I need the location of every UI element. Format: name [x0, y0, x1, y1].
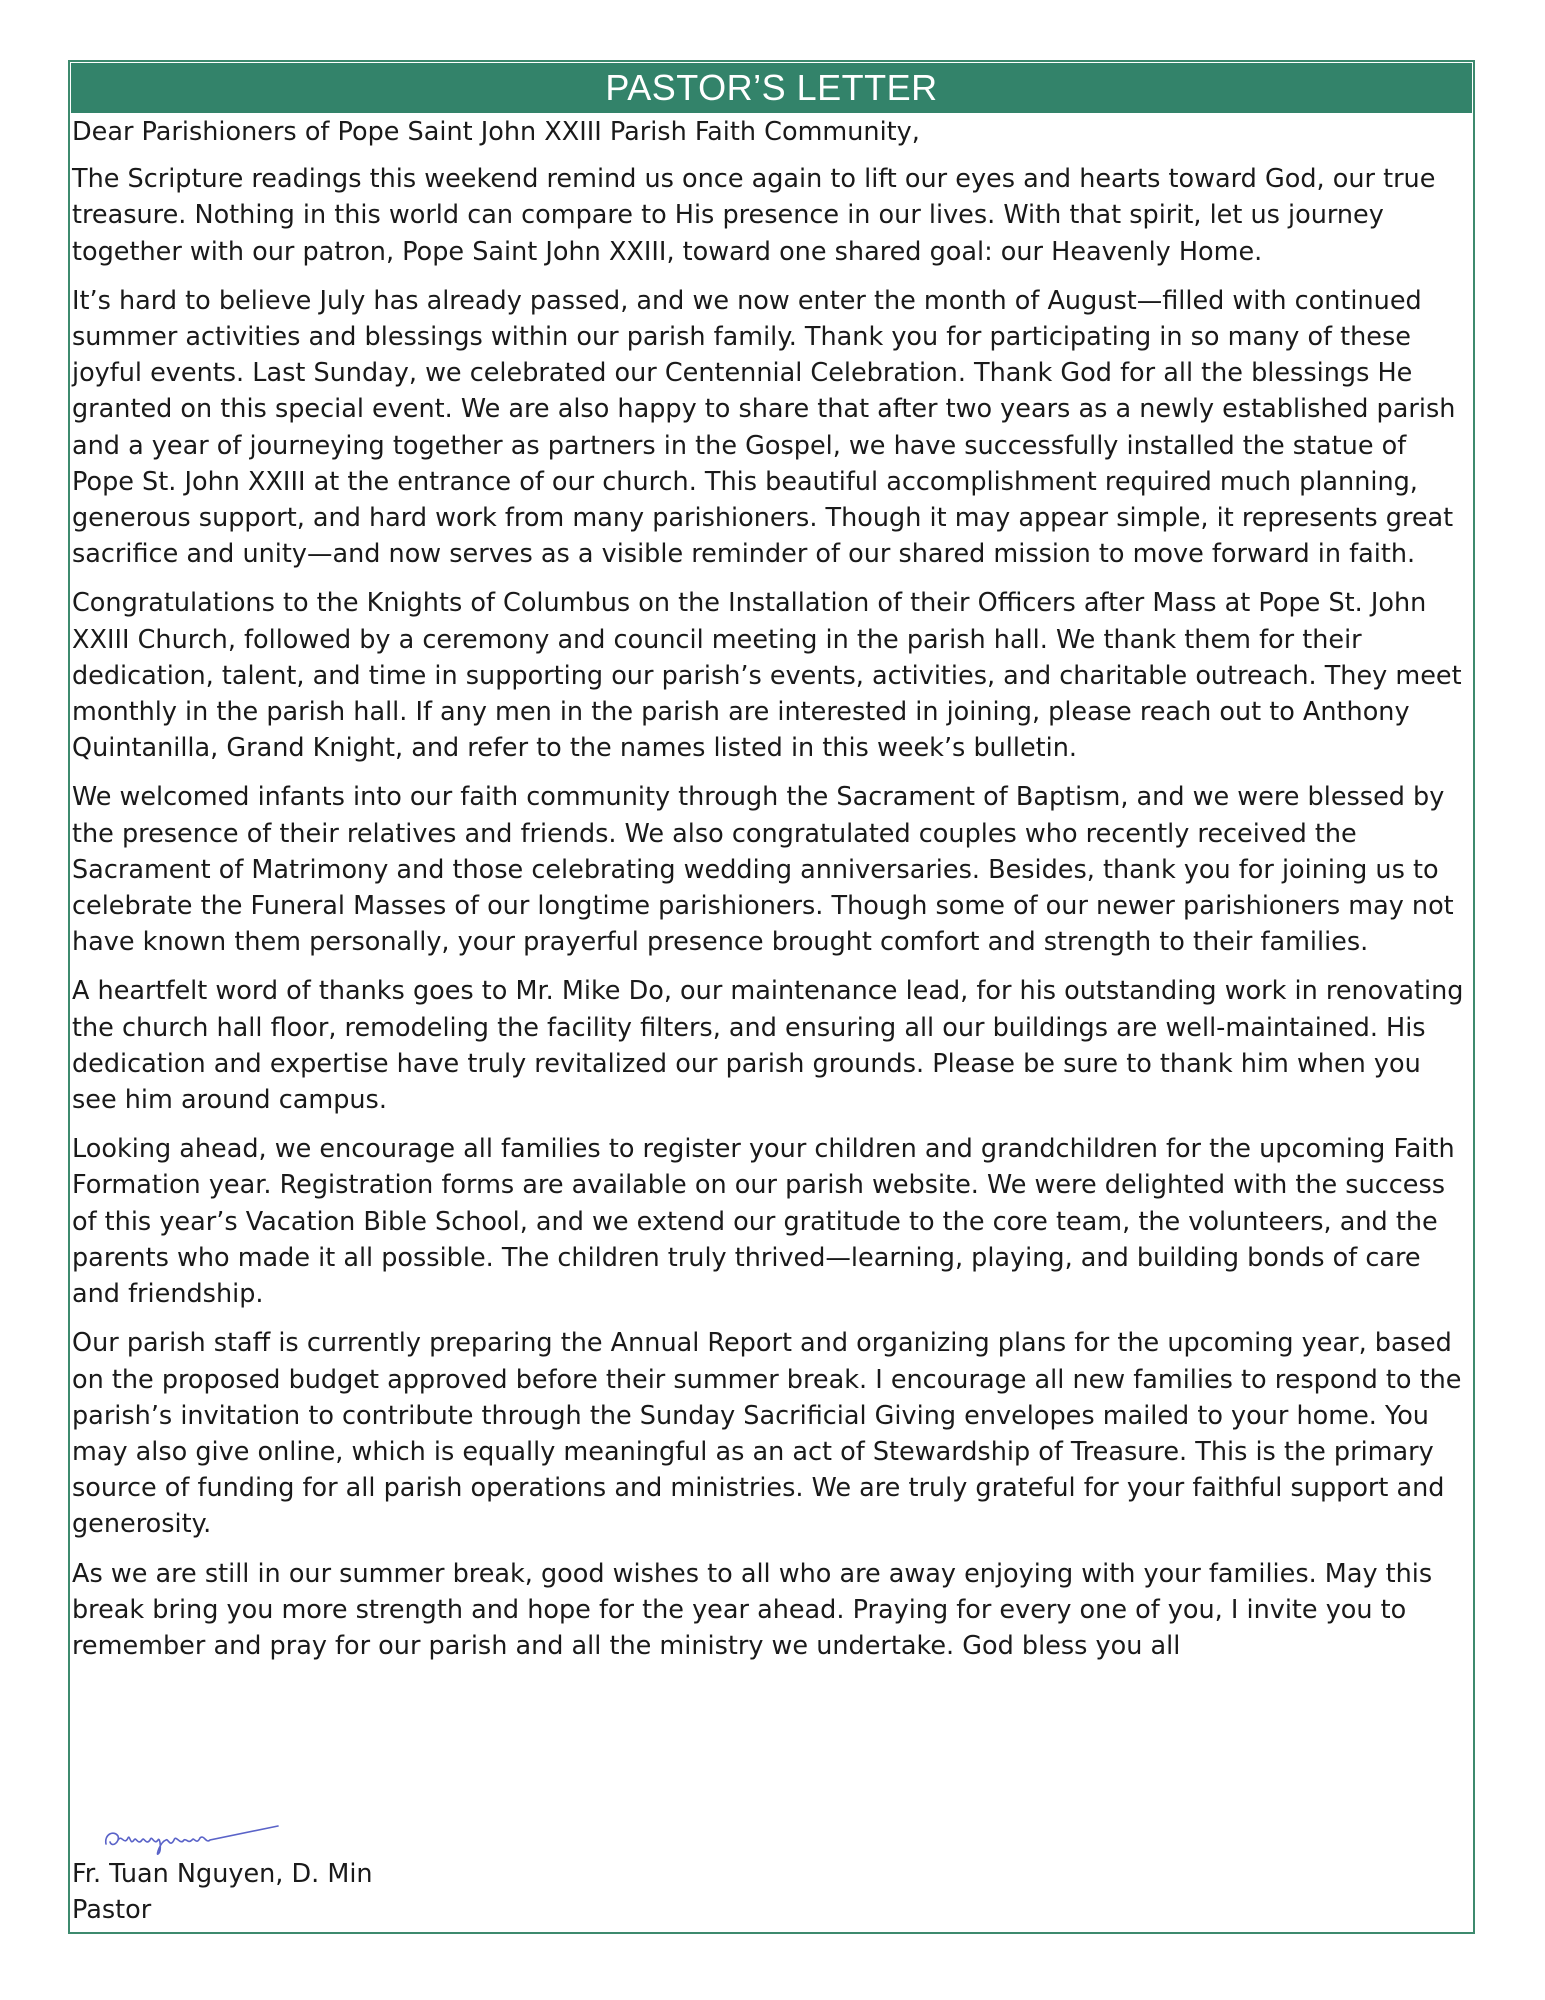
signer-title: Pastor: [72, 1895, 152, 1925]
letter-body: [72, 114, 1472, 1677]
signature-image: [100, 1812, 280, 1862]
signer-name: Fr. Tuan Nguyen, D. Min: [72, 1859, 373, 1889]
paragraph-sacraments: We welcomed infants into our faith community through the Sacrament of Baptism, and we were blessed by the presence of their relatives and friends. We also congratulated couples who recently received the Sacrament of Matrimony and those celebrating wedding anniversaries. Besides, thank you for joining us to celebrate the Funeral Masses of our longtime parishioners. Though some of our newer parishioners may not have known them personally, your prayerful presence brought comfort and strength to their families.: [72, 782, 1454, 958]
closing-block: [72, 1856, 373, 1928]
paragraph-faith-formation: Looking ahead, we encourage all families to register your children and grandchildren for the upcoming Faith Formation year. Registration forms are available on our parish website. We were delighted with the success of this year’s Vacation Bible School, and we extend our gratitude to the core team, the volunteers, and the parents who made it all possible. The children truly thrived—learning, playing, and building bonds of care and friendship.: [72, 1134, 1455, 1310]
paragraph-knights: Congratulations to the Knights of Columbus on the Installation of their Officers after Mass at Pope St. John XXIII Church, followed by a ceremony and council meeting in the parish hall. We thank them for their dedication, talent, and time in supporting our parish’s events, activities, and charitable outreach. They meet monthly in the parish hall. If any men in the parish are interested in joining, please reach out to Anthony Quintanilla, Grand Knight, and refer to the names listed in this week’s bulletin.: [72, 588, 1462, 764]
paragraph-summer-break: As we are still in our summer break, good wishes to all who are away enjoying with your families. May this break bring you more strength and hope for the year ahead. Praying for every one of you, I invite you to remember and pray for our parish and all the ministry we undertake. God bless you all: [72, 1558, 1433, 1661]
page-title: PASTOR’S LETTER: [605, 67, 938, 108]
salutation: Dear Parishioners of Pope Saint John XXIII Parish Faith Community,: [72, 117, 920, 147]
header-bar: [71, 63, 1472, 113]
paragraph-scripture: The Scripture readings this weekend remind us once again to lift our eyes and hearts toward God, our true treasure. Nothing in this world can compare to His presence in our lives. With that spirit, let us journey together with our patron, Pope Saint John XXIII, toward one shared goal: our Heavenly Home.: [72, 164, 1436, 267]
paragraph-maintenance: A heartfelt word of thanks goes to Mr. Mike Do, our maintenance lead, for his outstanding work in renovating the church hall floor, remodeling the facility filters, and ensuring all our buildings are well-maintained. His dedication and expertise have truly revitalized our parish grounds. Please be sure to thank him when you see him around campus.: [72, 976, 1464, 1116]
paragraph-annual-report: Our parish staff is currently preparing the Annual Report and organizing plans for the upcoming year, based on the proposed budget approved before their summer break. I encourage all new families to respond to the parish’s invitation to contribute through the Sunday Sacrificial Giving envelopes mailed to your home. You may also give online, which is equally meaningful as an act of Stewardship of Treasure. This is the primary source of funding for all parish operations and ministries. We are truly grateful for your faithful support and generosity.: [72, 1328, 1462, 1540]
paragraph-august: It’s hard to believe July has already passed, and we now enter the month of August—filled with continued summer activities and blessings within our parish family. Thank you for participating in so many of these joyful events. Last Sunday, we celebrated our Centennial Celebration. Thank God for all the blessings He granted on this special event. We are also happy to share that after two years as a newly established parish and a year of journeying together as partners in the Gospel, we have successfully installed the statue of Pope St. John XXIII at the entrance of our church. This beautiful accomplishment required much planning, generous support, and hard work from many parishioners. Though it may appear simple, it represents great sacrifice and unity—and now serves as a visible reminder of our shared mission to move forward in faith.: [72, 285, 1456, 570]
